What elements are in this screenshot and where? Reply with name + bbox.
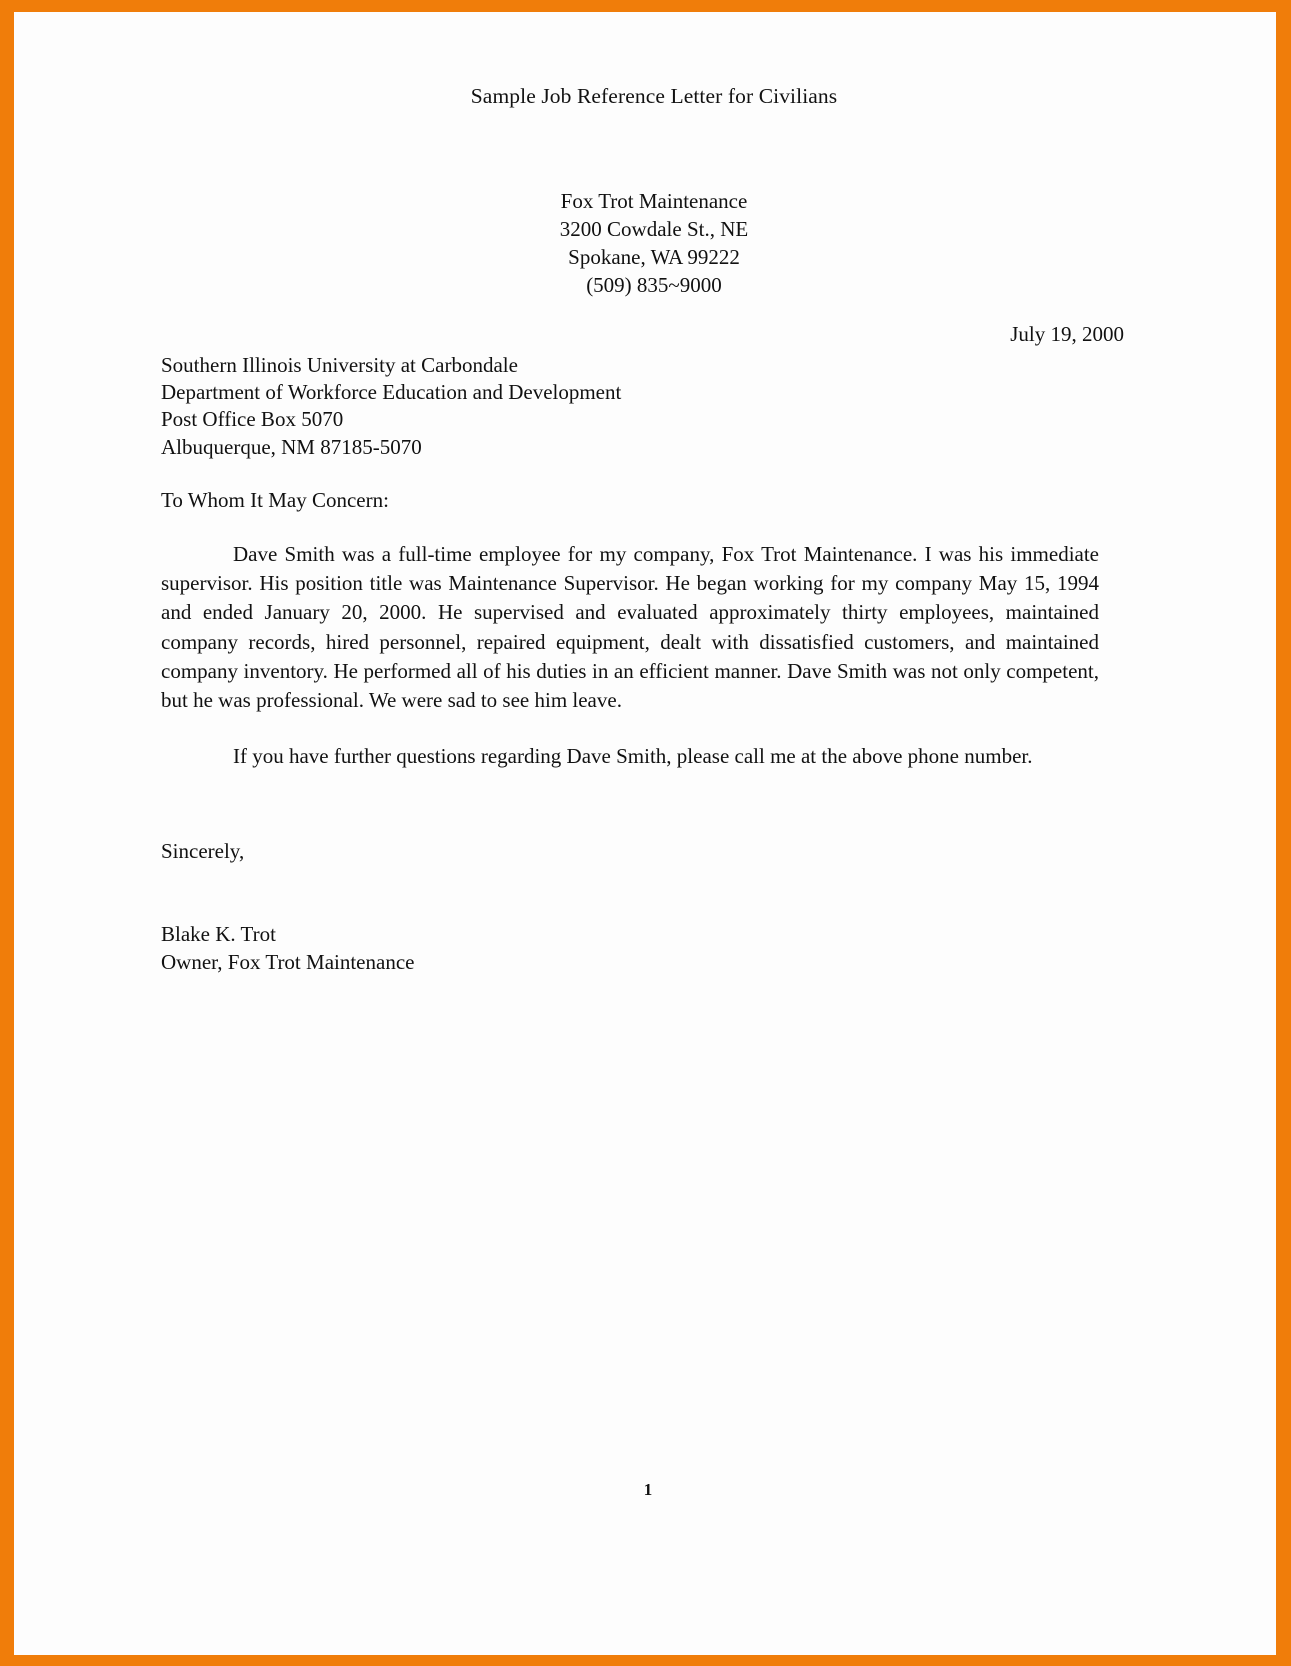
letterhead-block bbox=[14, 187, 1276, 299]
page-number: 1 bbox=[643, 1480, 653, 1499]
letterhead-street: 3200 Cowdale St., NE bbox=[559, 217, 749, 241]
recipient-address-block bbox=[161, 352, 621, 461]
page-title: Sample Job Reference Letter for Civilians bbox=[470, 84, 838, 108]
recipient-city-state-zip: Albuquerque, NM 87185-5070 bbox=[161, 434, 422, 459]
scan-border-left-edge bbox=[0, 0, 14, 1666]
letterhead-city-state-zip: Spokane, WA 99222 bbox=[568, 245, 740, 269]
letter-page-content bbox=[14, 12, 1276, 1655]
salutation: To Whom It May Concern: bbox=[161, 488, 389, 512]
letter-date: July 19, 2000 bbox=[1010, 322, 1124, 346]
signer-name: Blake K. Trot bbox=[161, 922, 276, 946]
letter-body bbox=[161, 540, 1099, 798]
letterhead-company: Fox Trot Maintenance bbox=[560, 189, 748, 213]
recipient-department: Department of Workforce Education and Development bbox=[161, 380, 622, 405]
signer-title: Owner, Fox Trot Maintenance bbox=[161, 950, 415, 974]
recipient-organization: Southern Illinois University at Carbondale bbox=[161, 353, 518, 377]
signature-block bbox=[161, 920, 414, 976]
closing-salutation: Sincerely, bbox=[161, 839, 245, 863]
body-paragraph-2: If you have further questions regarding Dave Smith, please call me at the above phone number. bbox=[233, 744, 1033, 769]
recipient-street: Post Office Box 5070 bbox=[161, 407, 344, 432]
letter-page bbox=[14, 12, 1276, 1655]
letterhead-phone: (509) 835~9000 bbox=[586, 273, 722, 297]
body-paragraph-1: Dave Smith was a full-time employee for my company, Fox Trot Maintenance. I was his immediate supervisor. His position title was Maintenance Supervisor. He began working for my company May 15, 1994 and ended January 20, 2000. He supervised and evaluated approximately thirty employees, maintained company records, hired personnel, repaired equipment, dealt with dissatisfied customers, and maintained company inventory. He performed all of his duties in an efficient manner. Dave Smith was not only competent, but he was professional. We were sad to see him leave. bbox=[161, 542, 1099, 713]
